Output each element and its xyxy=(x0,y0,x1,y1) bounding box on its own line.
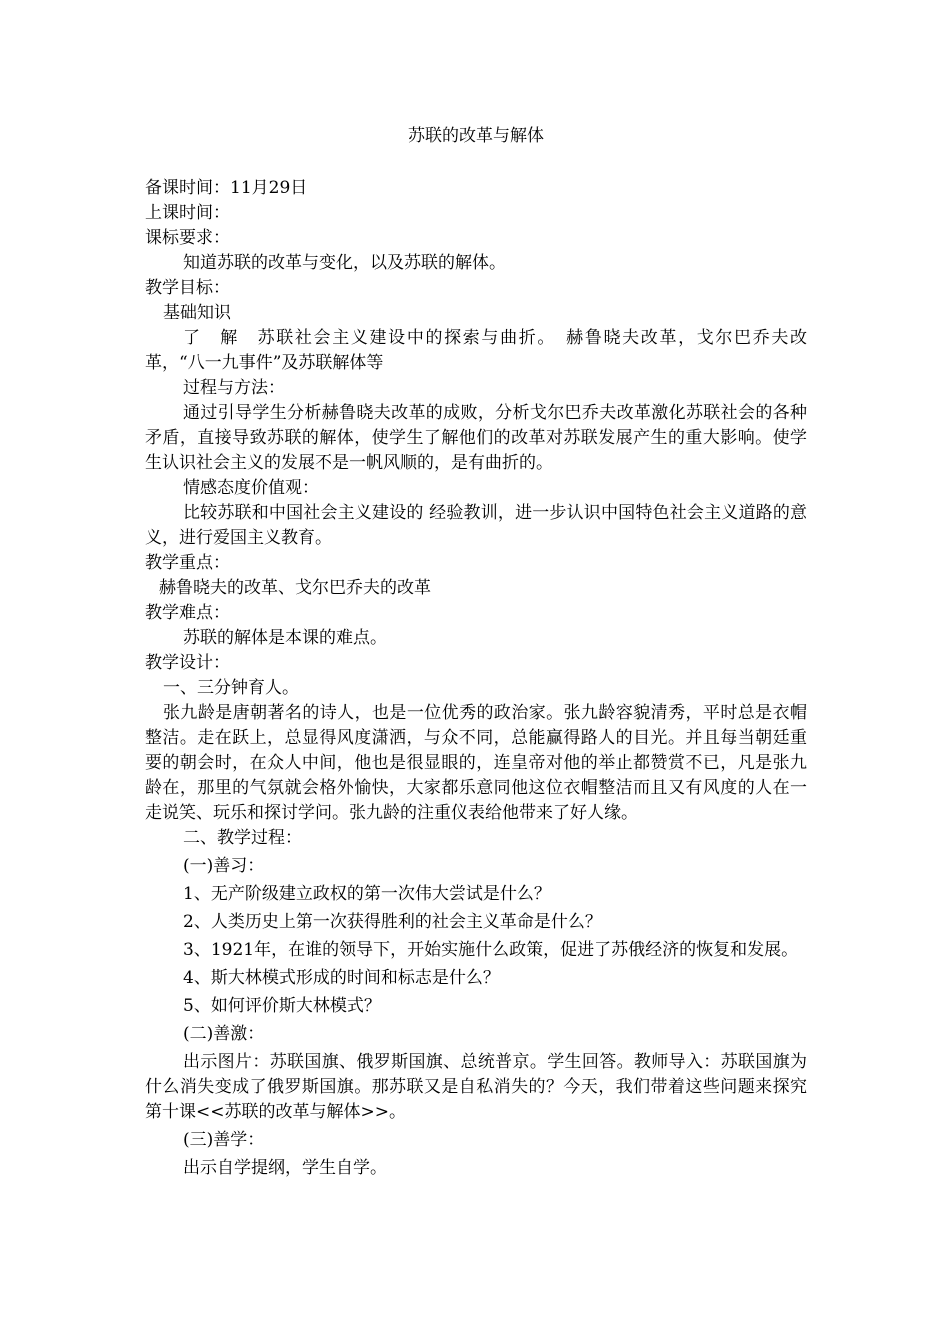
difficulty-text: 苏联的解体是本课的难点。 xyxy=(183,628,387,648)
question-item: 5、如何评价斯大林模式？ xyxy=(183,996,381,1016)
curriculum-label: 课标要求： xyxy=(145,228,230,248)
motivate-label: (二)善激： xyxy=(183,1024,265,1044)
objectives-label: 教学目标： xyxy=(145,278,230,298)
motivate-text: 出示图片：苏联国旗、俄罗斯国旗、总统普京。学生回答。教师导入：苏联国旗为什么消失变成了俄罗斯国旗。那苏联又是自私消失的？今天，我们带着这些问题来探究第十课<<苏联的改革与解体>>。 xyxy=(145,1052,807,1122)
study-text: 出示自学提纲，学生自学。 xyxy=(183,1158,387,1178)
question-item: 1、无产阶级建立政权的第一次伟大尝试是什么？ xyxy=(183,884,551,904)
curriculum-text: 知道苏联的改革与变化，以及苏联的解体。 xyxy=(183,253,506,273)
story-text: 张九龄是唐朝著名的诗人，也是一位优秀的政治家。张九龄容貌清秀，平时总是衣帽整洁。走在跃上，总显得风度潇洒，与众不同，总能赢得路人的目光。并且每当朝廷重要的朝会时，在众人中间，他也是很显眼的，连皇帝对他的举止都赞赏不已，凡是张九龄在，那里的气氛就会格外愉快，大家都乐意同他这位衣帽整洁而且又有风度的人在一走说笑、玩乐和探讨学问。张九龄的注重仪表给他带来了好人缘。 xyxy=(145,703,807,823)
attitude-text: 比较苏联和中国社会主义建设的 经验教训，进一步认识中国特色社会主义道路的意义，进行爱国主义教育。 xyxy=(145,503,807,548)
study-label: (三)善学： xyxy=(183,1130,265,1150)
attitude-label: 情感态度价值观： xyxy=(183,478,319,498)
question-item: 4、斯大林模式形成的时间和标志是什么？ xyxy=(183,968,500,988)
question-item: 2、人类历史上第一次获得胜利的社会主义革命是什么？ xyxy=(183,912,602,932)
document-page xyxy=(145,124,807,1181)
key-points-label: 教学重点： xyxy=(145,553,230,573)
design-label: 教学设计： xyxy=(145,653,230,673)
class-time: 上课时间： xyxy=(145,203,230,223)
basic-knowledge-label: 基础知识 xyxy=(163,303,231,323)
basic-knowledge-text: 了 解 苏联社会主义建设中的探索与曲折。 赫鲁晓夫改革，戈尔巴乔夫改革，“八一九事件”及苏联解体等 xyxy=(145,328,807,373)
review-label: (一)善习： xyxy=(183,856,265,876)
process-method-label: 过程与方法： xyxy=(183,378,285,398)
section-two-heading: 二、教学过程： xyxy=(183,828,302,848)
process-method-text: 通过引导学生分析赫鲁晓夫改革的成败，分析戈尔巴乔夫改革激化苏联社会的各种矛盾，直接导致苏联的解体，使学生了解他们的改革对苏联发展产生的重大影响。使学生认识社会主义的发展不是一帆风顺的，是有曲折的。 xyxy=(145,403,807,473)
section-one-heading: 一、三分钟育人。 xyxy=(163,678,299,698)
question-item: 3、1921年，在谁的领导下，开始实施什么政策，促进了苏俄经济的恢复和发展。 xyxy=(183,940,799,960)
document-title: 苏联的改革与解体 xyxy=(408,126,544,146)
prep-time: 备课时间：11月29日 xyxy=(145,178,308,198)
key-points-text: 赫鲁晓夫的改革、戈尔巴乔夫的改革 xyxy=(159,578,431,598)
difficulty-label: 教学难点： xyxy=(145,603,230,623)
